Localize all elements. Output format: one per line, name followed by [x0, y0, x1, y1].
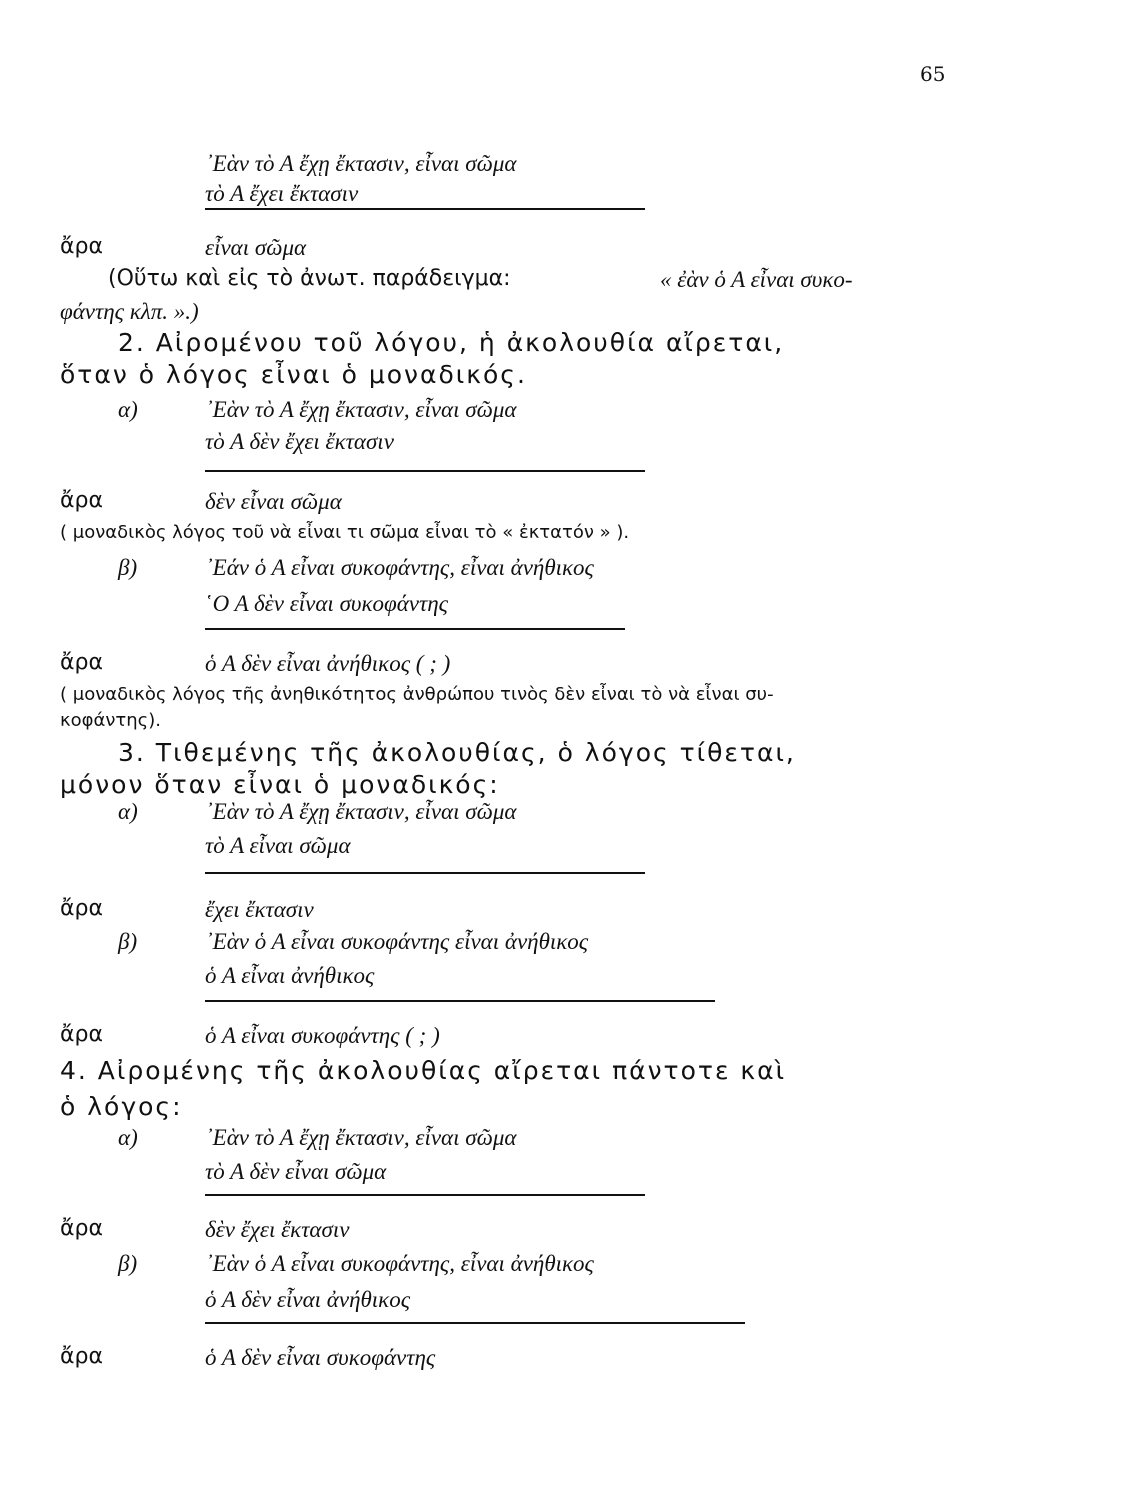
divider-rule	[205, 1194, 645, 1196]
conclusion-line: δὲν ἔχει ἔκτασιν	[205, 1217, 350, 1242]
item-label: β)	[118, 1251, 138, 1276]
premise-line: ᾽Εὰν τὸ Α ἔχῃ ἔκτασιν, εἶναι σῶμα	[205, 799, 517, 824]
section-heading: 3. Τιθεμένης τῆς ἀκολουθίας, ὁ λόγος τίθεται,	[118, 738, 796, 767]
premise-line: ᾽Εὰν ὁ Α εἶναι συκοφάντης εἶναι ἀνήθικος	[205, 929, 589, 954]
note-line: κοφάντης).	[60, 710, 161, 731]
premise-line: ὁ Α δὲν εἶναι ἀνήθικος	[205, 1287, 411, 1312]
item-label: α)	[118, 1125, 138, 1150]
ara-label: ἄρα	[60, 896, 103, 921]
section-heading: ὅταν ὁ λόγος εἶναι ὁ μοναδικός.	[60, 360, 527, 389]
conclusion-line: ὁ Α δὲν εἶναι ἀνήθικος ( ; )	[205, 651, 451, 676]
ara-label: ἄρα	[60, 234, 103, 259]
premise-line: τὸ Α εἶναι σῶμα	[205, 833, 351, 858]
divider-rule	[205, 1000, 715, 1002]
divider-rule	[205, 470, 645, 472]
ara-label: ἄρα	[60, 488, 103, 513]
premise-line: τὸ Α ἔχει ἔκτασιν	[205, 181, 359, 206]
item-label: β)	[118, 929, 138, 954]
page-number: 65	[920, 62, 946, 86]
note-line: (Οὕτω καὶ εἰς τὸ ἀνωτ. παράδειγμα:	[108, 266, 511, 291]
item-label: β)	[118, 555, 138, 580]
conclusion-line: δὲν εἶναι σῶμα	[205, 489, 342, 514]
premise-line: ᾽Εὰν τὸ Α ἔχῃ ἔκτασιν, εἶναι σῶμα	[205, 151, 517, 176]
ara-label: ἄρα	[60, 1216, 103, 1241]
note-line: « ἐὰν ὁ Α εἶναι συκο-	[660, 267, 853, 292]
note-line: ( μοναδικὸς λόγος τῆς ἀνηθικότητος ἀνθρώπου τινὸς δὲν εἶναι τὸ νὰ εἶναι συ-	[60, 684, 774, 705]
conclusion-line: εἶναι σῶμα	[205, 235, 307, 260]
divider-rule	[205, 628, 625, 630]
conclusion-line: ἔχει ἔκτασιν	[205, 897, 314, 922]
note-line: φάντης κλπ. ».)	[60, 299, 199, 324]
section-heading: 4. Αἰρομένης τῆς ἀκολουθίας αἴρεται πάντοτε καὶ	[60, 1056, 787, 1085]
divider-rule	[205, 208, 645, 210]
divider-rule	[205, 872, 645, 874]
section-heading: μόνον ὅταν εἶναι ὁ μοναδικός:	[60, 770, 500, 799]
conclusion-line: ὁ Α δὲν εἶναι συκοφάντης	[205, 1345, 436, 1370]
ara-label: ἄρα	[60, 650, 103, 675]
divider-rule	[205, 1322, 745, 1324]
ara-label: ἄρα	[60, 1344, 103, 1369]
ara-label: ἄρα	[60, 1022, 103, 1047]
item-label: α)	[118, 799, 138, 824]
note-line: ( μοναδικὸς λόγος τοῦ νὰ εἶναι τι σῶμα εἶναι τὸ « ἐκτατόν » ).	[60, 522, 630, 543]
premise-line: ᾽Εάν ὁ Α εἶναι συκοφάντης, εἶναι ἀνήθικος	[205, 555, 594, 580]
premise-line: ᾽Εὰν τὸ Α ἔχῃ ἔκτασιν, εἶναι σῶμα	[205, 397, 517, 422]
conclusion-line: ὁ Α εἶναι συκοφάντης ( ; )	[205, 1023, 440, 1048]
section-heading: 2. Αἰρομένου τοῦ λόγου, ἡ ἀκολουθία αἴρεται,	[118, 328, 785, 357]
premise-line: ᾽Εὰν ὁ Α εἶναι συκοφάντης, εἶναι ἀνήθικος	[205, 1251, 594, 1276]
item-label: α)	[118, 397, 138, 422]
premise-line: ὁ Α εἶναι ἀνήθικος	[205, 963, 375, 988]
premise-line: τὸ Α δὲν ἔχει ἔκτασιν	[205, 429, 394, 454]
premise-line: ᾽Εὰν τὸ Α ἔχῃ ἔκτασιν, εἶναι σῶμα	[205, 1125, 517, 1150]
section-heading: ὁ λόγος:	[60, 1092, 183, 1121]
premise-line: τὸ Α δὲν εἶναι σῶμα	[205, 1159, 387, 1184]
premise-line: ῾Ο Α δὲν εἶναι συκοφάντης	[205, 591, 448, 616]
